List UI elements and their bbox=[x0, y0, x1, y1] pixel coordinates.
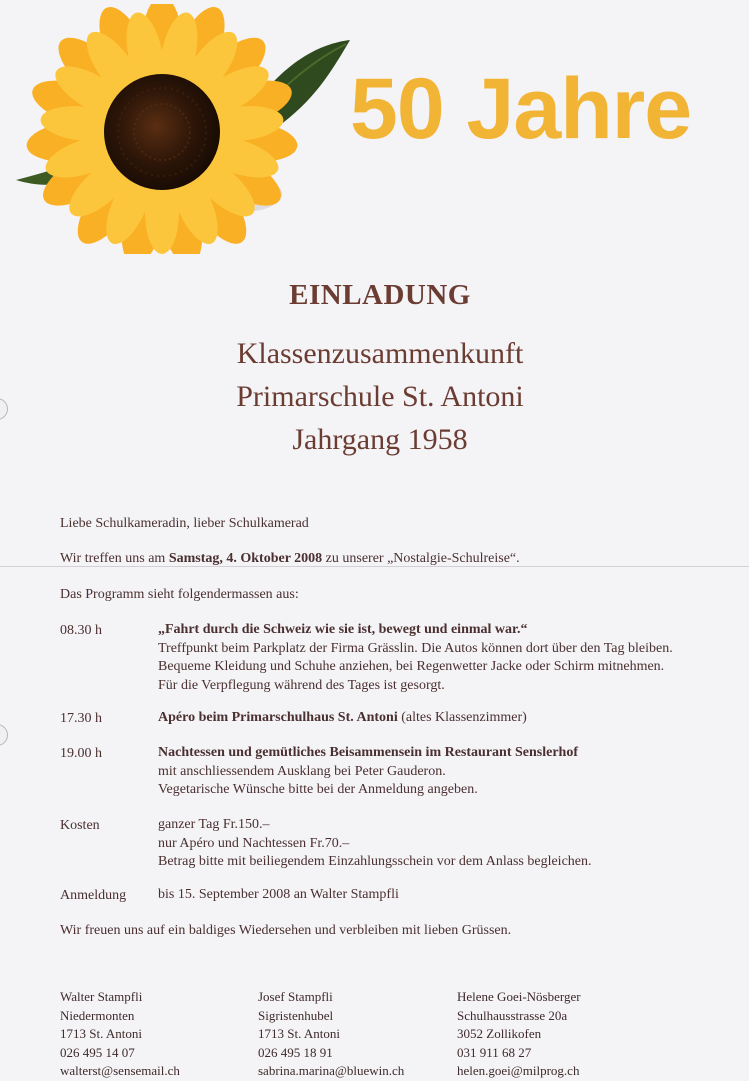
contact-card bbox=[60, 988, 180, 1081]
anniversary-headline: 50 Jahre bbox=[350, 61, 692, 157]
program-title: Nachtessen und gemütliches Beisammensein im Restaurant Senslerhof bbox=[158, 745, 578, 760]
greeting: Liebe Schulkameradin, lieber Schulkamerad bbox=[60, 516, 309, 531]
closing: Wir freuen uns auf ein baldiges Wiedersehen und verbleiben mit lieben Grüssen. bbox=[60, 923, 512, 938]
contact-card bbox=[258, 988, 404, 1081]
contact-city: 3052 Zollikofen bbox=[457, 1026, 542, 1041]
contact-email[interactable]: walterst@sensemail.ch bbox=[60, 1063, 180, 1078]
costs-line: Betrag bitte mit beiliegendem Einzahlungsschein vor dem Anlass begleichen. bbox=[158, 854, 592, 869]
meeting-date: Samstag, 4. Oktober 2008 bbox=[168, 551, 323, 566]
program-item bbox=[158, 621, 673, 695]
costs-label: Kosten bbox=[60, 818, 100, 833]
registration-label: Anmeldung bbox=[60, 888, 127, 903]
program-intro: Das Programm sieht folgendermassen aus: bbox=[60, 587, 299, 602]
program-detail: Bequeme Kleidung und Schuhe anziehen, bei Regenwetter Jacke oder Schirm mitnehmen. bbox=[158, 659, 665, 674]
contact-phone: 031 911 68 27 bbox=[457, 1044, 532, 1060]
registration-text: bis 15. September 2008 an Walter Stampfli bbox=[158, 887, 399, 902]
contact-name: Josef Stampfli bbox=[258, 989, 333, 1004]
contact-card bbox=[457, 988, 581, 1081]
subtitle-line-3: Jahrgang 1958 bbox=[292, 423, 468, 456]
program-item bbox=[158, 709, 527, 728]
program-time: 19.00 h bbox=[60, 746, 102, 761]
contact-street: Sigristenhubel bbox=[258, 1007, 334, 1023]
subtitle-line-1: Klassenzusammenkunft bbox=[236, 337, 524, 370]
costs-block bbox=[158, 816, 592, 872]
program-title-rest: (altes Klassenzimmer) bbox=[397, 710, 527, 725]
contact-email[interactable]: helen.goei@milprog.ch bbox=[457, 1063, 580, 1078]
contact-city: 1713 St. Antoni bbox=[258, 1026, 340, 1041]
program-item bbox=[158, 744, 578, 800]
subtitle-line-2: Primarschule St. Antoni bbox=[236, 380, 524, 413]
program-title: „Fahrt durch die Schweiz wie sie ist, bewegt und einmal war.“ bbox=[158, 622, 528, 637]
punch-hole bbox=[0, 724, 8, 746]
contact-email[interactable]: sabrina.marina@bluewin.ch bbox=[258, 1063, 405, 1078]
costs-line: ganzer Tag Fr.150.– bbox=[158, 817, 270, 832]
program-detail: mit anschliessendem Ausklang bei Peter Gauderon. bbox=[158, 763, 446, 779]
meeting-post: zu unserer „Nostalgie-Schulreise“. bbox=[322, 551, 520, 566]
contact-city: 1713 St. Antoni bbox=[60, 1026, 142, 1041]
meeting-sentence bbox=[60, 549, 520, 568]
program-detail: Vegetarische Wünsche bitte bei der Anmeldung angeben. bbox=[158, 782, 478, 797]
contact-name: Walter Stampfli bbox=[60, 989, 143, 1004]
program-detail: Für die Verpflegung während des Tages ist gesorgt. bbox=[158, 677, 445, 693]
contact-name: Helene Goei-Nösberger bbox=[457, 989, 581, 1004]
contact-street: Schulhausstrasse 20a bbox=[457, 1007, 568, 1023]
contact-phone: 026 495 18 91 bbox=[258, 1044, 333, 1060]
costs-line: nur Apéro und Nachtessen Fr.70.– bbox=[158, 835, 350, 851]
meeting-pre: Wir treffen uns am bbox=[60, 551, 169, 566]
program-title: Apéro beim Primarschulhaus St. Antoni bbox=[158, 710, 398, 725]
program-detail: Treffpunkt beim Parkplatz der Firma Grässlin. Die Autos können dort über den Tag bleiben. bbox=[158, 640, 673, 656]
program-time: 08.30 h bbox=[60, 623, 102, 638]
contact-street: Niedermonten bbox=[60, 1007, 135, 1023]
invitation-title: EINLADUNG bbox=[289, 279, 471, 311]
sunflower-image bbox=[12, 4, 357, 254]
contact-phone: 026 495 14 07 bbox=[60, 1044, 135, 1060]
program-time: 17.30 h bbox=[60, 711, 102, 726]
